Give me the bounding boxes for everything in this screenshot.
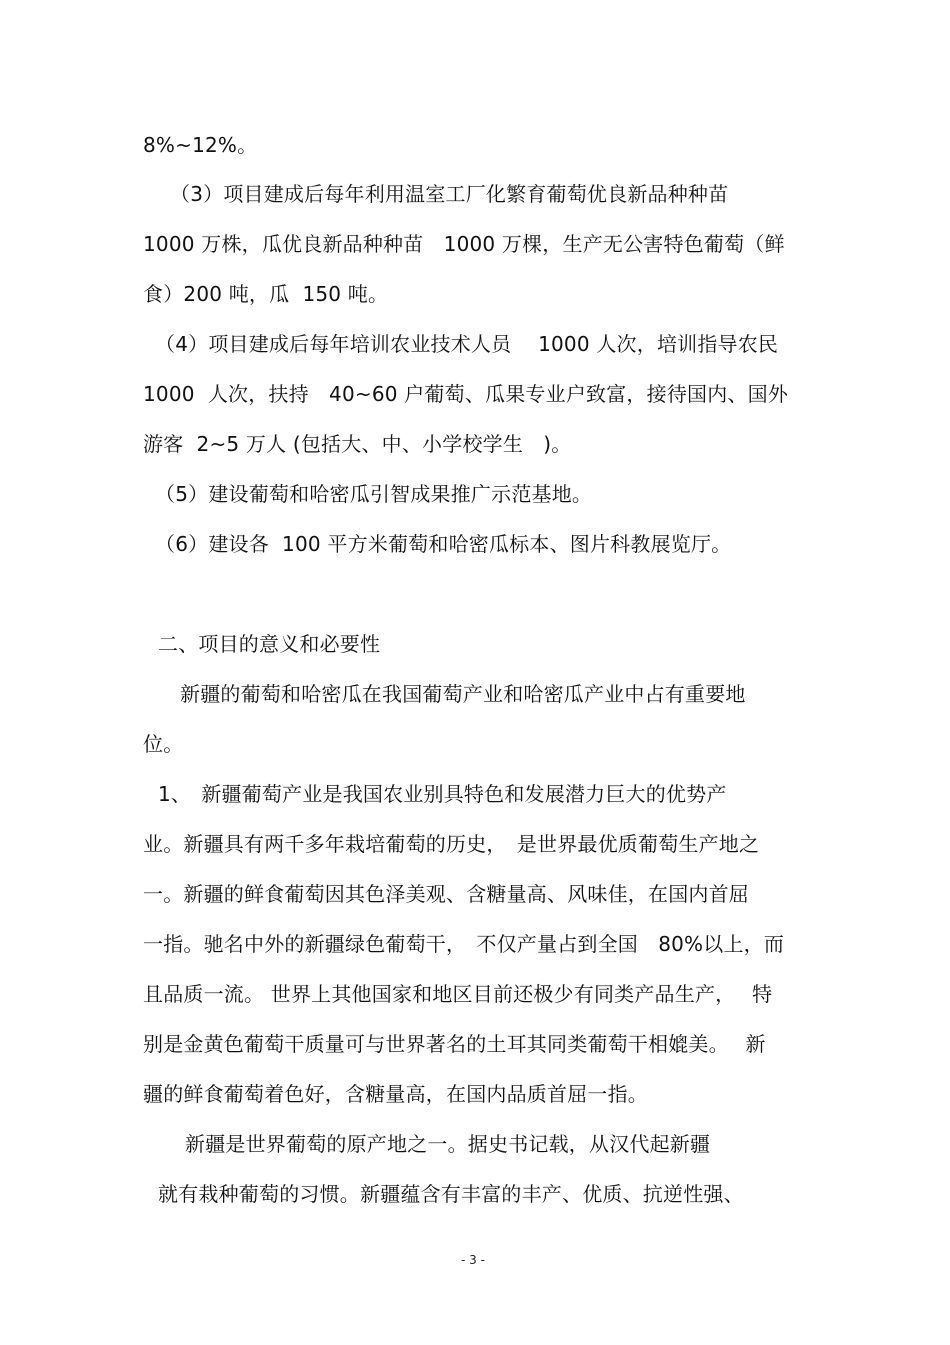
text-line-4: 食）200 吨，瓜 150 吨。 — [143, 282, 389, 306]
text-line-5: （4）项目建成后每年培训农业技术人员 1000 人次，培训指导农民 — [155, 332, 779, 356]
text-line-9: （6）建设各 100 平方米葡萄和哈密瓜标本、图片科教展览厅。 — [155, 532, 732, 556]
page-number: - 3 - — [461, 1253, 485, 1267]
text-line-14: 一。新疆的鲜食葡萄因其色泽美观、含糖量高、风味佳，在国内首屈 — [143, 882, 749, 906]
text-line-13: 业。新疆具有两千多年栽培葡萄的历史， 是世界最优质葡萄生产地之 — [143, 832, 760, 856]
text-line-19: 新疆是世界葡萄的原产地之一。据史书记载，从汉代起新疆 — [185, 1132, 711, 1156]
text-line-16: 且品质一流。 世界上其他国家和地区目前还极少有同类产品生产， 特 — [143, 982, 773, 1006]
text-line-1: 8%~12%。 — [143, 133, 258, 157]
text-line-15: 一指。驰名中外的新疆绿色葡萄干， 不仅产量占到全国 80%以上，而 — [143, 932, 785, 956]
text-line-8: （5）建设葡萄和哈密瓜引智成果推广示范基地。 — [155, 482, 593, 506]
text-line-11: 位。 — [143, 732, 184, 756]
text-line-20: 就有栽种葡萄的习惯。新疆蕴含有丰富的丰产、优质、抗逆性强、 — [158, 1182, 744, 1206]
text-line-17: 别是金黄色葡萄干质量可与世界著名的土耳其同类葡萄干相媲美。 新 — [143, 1032, 766, 1056]
text-line-3: 1000 万株，瓜优良新品种种苗 1000 万棵，生产无公害特色葡萄（鲜 — [143, 232, 785, 256]
text-line-7: 游客 2~5 万人 (包括大、中、小学校学生 )。 — [143, 432, 572, 456]
text-line-6: 1000 人次，扶持 40~60 户葡萄、瓜果专业户致富，接待国内、国外 — [143, 382, 789, 406]
text-line-10: 新疆的葡萄和哈密瓜在我国葡萄产业和哈密瓜产业中占有重要地 — [180, 682, 746, 706]
text-line-18: 疆的鲜食葡萄着色好，含糖量高，在国内品质首屈一指。 — [143, 1082, 648, 1106]
section-heading: 二、项目的意义和必要性 — [158, 632, 381, 656]
text-line-12: 1、 新疆葡萄产业是我国农业别具特色和发展潜力巨大的优势产 — [158, 782, 727, 806]
text-line-2: （3）项目建成后每年利用温室工厂化繁育葡萄优良新品种种苗 — [170, 182, 729, 206]
